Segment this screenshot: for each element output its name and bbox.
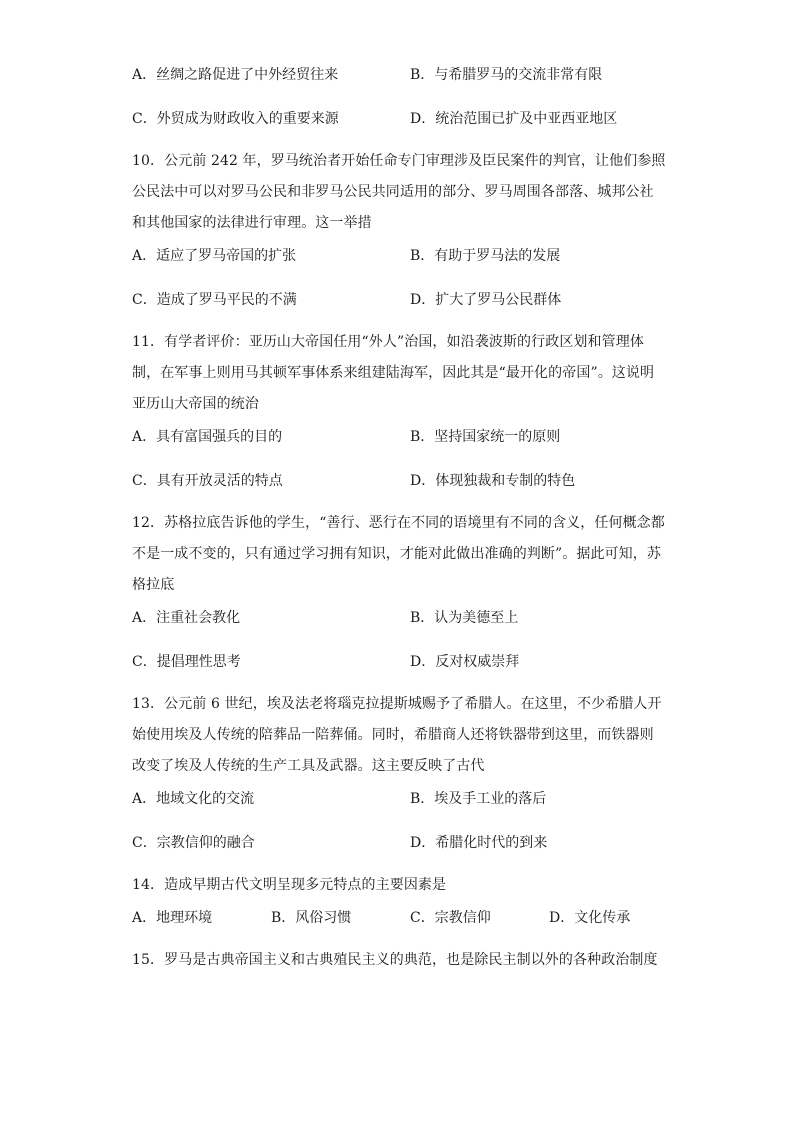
option-d: D．统治范围已扩及中亚西亚地区 <box>410 111 618 127</box>
question-stem <box>132 508 665 601</box>
stem-line: 制，在军事上则用马其顿军事体系来组建陆海军，因此其是“最开化的帝国”。这说明 <box>132 365 655 381</box>
option-b: B．风俗习惯 <box>271 910 352 926</box>
option-a: A．地理环境 <box>132 910 213 926</box>
question-12 <box>132 508 665 695</box>
stem-line: 始使用埃及人传统的陪葬品一陪葬俑。同时，希腊商人还将铁器带到这里，而铁器则 <box>132 727 654 743</box>
option-b: B．坚持国家统一的原则 <box>410 429 561 445</box>
option-d: D．希腊化时代的到来 <box>410 835 548 851</box>
option-c: C．造成了罗马平民的不满 <box>132 292 297 308</box>
question-10 <box>132 146 666 333</box>
option-c: C．外贸成为财政收入的重要来源 <box>132 111 339 127</box>
question-stem <box>132 945 658 976</box>
options-row <box>132 245 654 289</box>
options-row <box>132 788 654 832</box>
stem-line: 不是一成不变的，只有通过学习拥有知识，才能对此做出准确的判断”。据此可知，苏 <box>132 546 661 562</box>
option-b: B．认为美德至上 <box>410 610 519 626</box>
option-a: A．丝绸之路促进了中外经贸往来 <box>132 67 339 83</box>
stem-line: 改变了埃及人传统的生产工具及武器。这主要反映了古代 <box>132 758 485 774</box>
question-stem <box>132 870 654 901</box>
question-stem <box>132 146 666 239</box>
stem-line: 15．罗马是古典帝国主义和古典殖民主义的典范，也是除民主制以外的各种政治制度 <box>132 952 658 968</box>
option-d: D．体现独裁和专制的特色 <box>410 473 576 489</box>
stem-line: 10．公元前 242 年，罗马统治者开始任命专门审理涉及臣民案件的判官，让他们参照 <box>132 153 666 169</box>
option-a: A．注重社会教化 <box>132 610 241 626</box>
option-c: C．宗教信仰 <box>410 910 491 926</box>
option-a: A．具有富国强兵的目的 <box>132 429 283 445</box>
option-d: D．反对权威崇拜 <box>410 654 520 670</box>
question-11 <box>132 327 654 514</box>
stem-line: 12．苏格拉底告诉他的学生，“善行、恶行在不同的语境里有不同的含义，任何概念都 <box>132 515 665 531</box>
options-row <box>132 607 654 651</box>
question-15 <box>132 945 658 976</box>
stem-line: 公民法中可以对罗马公民和非罗马公民共同适用的部分、罗马周围各部落、城邦公社 <box>132 184 654 200</box>
option-c: C．具有开放灵活的特点 <box>132 473 283 489</box>
option-d: D．文化传承 <box>549 910 631 926</box>
options-row <box>132 64 654 108</box>
options-row <box>132 426 654 470</box>
option-b: B．有助于罗马法的发展 <box>410 248 561 264</box>
stem-line: 14．造成早期古代文明呈现多元特点的主要因素是 <box>132 877 447 893</box>
option-c: C．提倡理性思考 <box>132 654 241 670</box>
option-c: C．宗教信仰的融合 <box>132 835 255 851</box>
option-a: A．适应了罗马帝国的扩张 <box>132 248 297 264</box>
question-13 <box>132 689 662 876</box>
option-d: D．扩大了罗马公民群体 <box>410 292 562 308</box>
option-b: B．与希腊罗马的交流非常有限 <box>410 67 603 83</box>
stem-line: 13．公元前 6 世纪，埃及法老将瑙克拉提斯城赐予了希腊人。在这里，不少希腊人开 <box>132 696 662 712</box>
stem-line: 亚历山大帝国的统治 <box>132 396 259 412</box>
stem-line: 11．有学者评价：亚历山大帝国任用“外人”治国，如沿袭波斯的行政区划和管理体 <box>132 334 644 350</box>
question-9-options <box>132 64 654 152</box>
stem-line: 和其他国家的法律进行审理。这一举措 <box>132 215 372 231</box>
question-stem <box>132 689 662 782</box>
question-stem <box>132 327 654 420</box>
option-b: B．埃及手工业的落后 <box>410 791 547 807</box>
question-14 <box>132 870 654 951</box>
stem-line: 格拉底 <box>132 577 175 593</box>
option-a: A．地域文化的交流 <box>132 791 255 807</box>
